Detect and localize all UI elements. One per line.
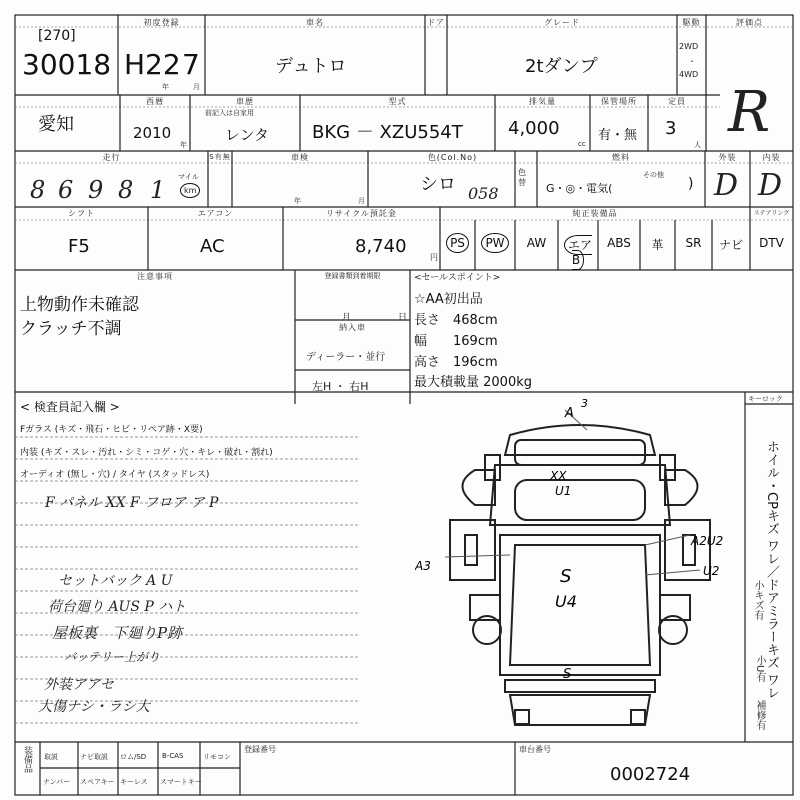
lot-number: 30018 <box>22 48 112 81</box>
recycle-fee: 8,740 <box>355 236 407 257</box>
note-line-2: クラッチ不調 <box>20 319 122 339</box>
registration-month: 7 <box>182 48 200 81</box>
diagram-label-xx: XX <box>550 469 567 483</box>
km-unit: km <box>180 183 200 198</box>
remote-label: リモコン <box>203 753 231 761</box>
header-doc-deadline: 登録書類到着期限 <box>324 272 381 280</box>
header-mileage: 走行 <box>102 153 121 162</box>
header-chassis-number: 車台番号 <box>519 745 551 754</box>
mileage-digit-1: 8 <box>30 176 46 204</box>
header-drive: 駆動 <box>682 18 701 27</box>
bcas-label: B-CAS <box>162 752 184 760</box>
mileage-digit-5: 1 <box>150 176 166 204</box>
yen-unit: 円 <box>430 253 438 262</box>
mileage-digit-2: 6 <box>58 176 74 204</box>
header-shift: シフト <box>68 209 95 218</box>
header-registration-number: 登録番号 <box>244 745 276 754</box>
smart-key-label: スマートキー <box>160 778 202 786</box>
spare-key-label: スペアキー <box>80 778 115 786</box>
diagram-label-u1: U1 <box>555 484 572 498</box>
equip-sr: SR <box>685 236 702 250</box>
inspection-year-unit: 年 <box>294 197 301 205</box>
header-steering: ステアリング <box>753 210 790 217</box>
equip-ps: PS <box>440 236 475 250</box>
header-s: S有無 <box>209 153 231 161</box>
header-sales-point: <セールスポイント> <box>414 273 501 283</box>
header-equipment: 純正装備品 <box>572 209 618 218</box>
evaluation-score: R <box>728 80 771 145</box>
capacity-unit: 人 <box>694 141 701 149</box>
header-displacement: 排気量 <box>529 97 556 106</box>
mileage-digit-3: 9 <box>88 176 104 204</box>
header-score: 評価点 <box>736 18 763 27</box>
header-capacity: 定員 <box>668 97 686 106</box>
fuel-other: その他 <box>643 171 664 179</box>
truck-damage-diagram <box>415 395 745 740</box>
header-grade: グレード <box>544 18 580 27</box>
equip-pw: PW <box>475 236 515 250</box>
diagram-label-s2: S <box>563 667 572 682</box>
shift: F5 <box>68 236 90 257</box>
equip-abs: ABS <box>607 236 631 250</box>
inspector-glass-line: Fガラス (キズ・飛石・ヒビ・リペア跡・X要) <box>20 425 203 435</box>
registration-year: H22 <box>124 48 181 81</box>
displacement: 4,000 <box>508 118 560 139</box>
inspector-interior-line: 内装 (キズ・スレ・汚れ・シミ・コゲ・穴・キレ・破れ・割れ) <box>20 448 273 458</box>
equipment-side-label: 装備品 <box>22 746 32 773</box>
side-small-scratch: 小キズ有 <box>752 580 763 620</box>
manual-label: 取説 <box>44 753 58 761</box>
sales-point-3: 幅 169cm <box>414 334 498 349</box>
side-repair: 補修有 <box>754 700 765 730</box>
inspector-hw-7: 大傷ナシ・ラシ大 <box>38 699 150 715</box>
drive-2wd: 2WD <box>679 42 699 51</box>
inspector-audio-line: オーディオ (無し・穴) / タイヤ (スタッドレス) <box>20 470 210 480</box>
header-notes: 注意事項 <box>137 272 173 281</box>
model-code: BKG － XZU554T <box>312 122 463 143</box>
equip-leather: 革 <box>651 238 664 252</box>
storage-yes-no: 有・無 <box>598 128 638 143</box>
deadline-day: 日 <box>398 313 408 323</box>
sales-point-2: 長さ 468cm <box>414 313 498 328</box>
chassis-number: 0002724 <box>610 764 691 785</box>
grade: 2tダンプ <box>525 56 598 77</box>
inspector-hw-3: 荷台廻り AUS P ハト <box>48 599 186 615</box>
drive-separator: ・ <box>688 57 696 66</box>
car-name: デュトロ <box>275 56 347 77</box>
exterior-grade: D <box>714 168 739 203</box>
lot-prefix: [270] <box>38 28 76 44</box>
equip-airbag: エアB <box>558 236 598 267</box>
mileage-digit-4: 8 <box>118 176 134 204</box>
history-note: 前記入は自家用 <box>205 109 254 117</box>
header-car-name: 車名 <box>306 18 324 27</box>
interior-grade: D <box>758 168 783 203</box>
mile-unit: マイル <box>178 173 199 181</box>
color-change-label: 色替 <box>518 168 526 187</box>
header-aircon: エアコン <box>197 209 234 218</box>
equip-navi: ナビ <box>718 238 743 252</box>
keylock-label: キーロック <box>748 395 783 403</box>
header-inspection: 車検 <box>291 153 309 162</box>
diagram-label-u4: U4 <box>555 592 577 611</box>
inspector-hw-4: 屋板裏 下廻りP跡 <box>52 624 183 642</box>
sales-point-5: 最大積載量 2000kg <box>414 375 532 390</box>
western-year: 2010 <box>133 124 172 142</box>
side-wheel-mirror-label: ホイル・CPキズ ワレ／ドアミラーキズ ワレ <box>764 440 779 700</box>
inspector-hw-5: バッテリー上がり <box>64 650 161 664</box>
sales-point-4: 高さ 196cm <box>414 355 498 370</box>
fuel: G・◎・電気( <box>546 182 613 195</box>
number-plate-label: ナンバー <box>43 778 71 786</box>
keyless-label: キーレス <box>120 778 148 786</box>
diagram-label-s: S <box>560 566 572 587</box>
equip-aw: AW <box>526 236 547 250</box>
header-history: 車歴 <box>236 97 254 106</box>
region: 愛知 <box>38 114 74 135</box>
header-western-year: 西暦 <box>146 97 164 106</box>
drive-4wd: 4WD <box>679 70 699 79</box>
rom-sd-label: ロム/SD <box>120 753 147 761</box>
capacity: 3 <box>665 118 677 139</box>
fuel-close: ) <box>688 176 694 192</box>
equip-dtv: DTV <box>759 236 784 250</box>
header-fuel: 燃料 <box>612 153 630 162</box>
header-model-code: 型式 <box>388 97 407 106</box>
diagram-label-a: A <box>565 406 574 421</box>
header-storage: 保管場所 <box>601 97 637 106</box>
year-unit-2: 年 <box>180 141 187 149</box>
inspector-title: < 検査員記入欄 > <box>20 400 120 414</box>
history: レンタ <box>225 126 270 144</box>
header-exterior: 外装 <box>718 153 737 162</box>
header-first-registration: 初度登録 <box>143 18 180 27</box>
color: シロ <box>420 174 456 195</box>
header-interior: 内装 <box>762 153 781 162</box>
cc-unit: cc <box>578 140 586 148</box>
inspection-month-unit: 月 <box>358 197 365 205</box>
inspector-hw-2: セットバック A U <box>58 573 173 589</box>
side-small-dent: 小U有 <box>754 655 765 683</box>
diagram-label-3: 3 <box>581 397 588 410</box>
header-door: ドア <box>427 18 445 27</box>
year-unit: 年 <box>162 83 169 91</box>
diagram-label-u2: U2 <box>703 564 720 578</box>
handle-side: 左H ・ 右H <box>312 380 369 393</box>
sales-point-1: ☆AA初出品 <box>414 292 483 307</box>
dealer-parallel: ディーラー・並行 <box>306 352 386 363</box>
diagram-label-a3: A3 <box>415 559 431 573</box>
note-line-1: 上物動作未確認 <box>20 295 139 315</box>
color-number: 058 <box>468 184 499 203</box>
header-recycle: リサイクル預託金 <box>326 209 397 218</box>
header-import: 納入車 <box>339 323 366 332</box>
deadline-month: 月 <box>342 313 352 323</box>
inspector-hw-1: F パネル XX F フロア ア P <box>45 495 219 511</box>
header-color: 色(Col.No) <box>427 153 478 162</box>
diagram-label-a2u2: A2U2 <box>691 534 724 548</box>
month-unit: 月 <box>193 83 200 91</box>
inspector-hw-6: 外装アアセ <box>44 677 114 693</box>
navi-manual-label: ナビ取説 <box>80 753 108 761</box>
aircon: AC <box>200 236 225 257</box>
